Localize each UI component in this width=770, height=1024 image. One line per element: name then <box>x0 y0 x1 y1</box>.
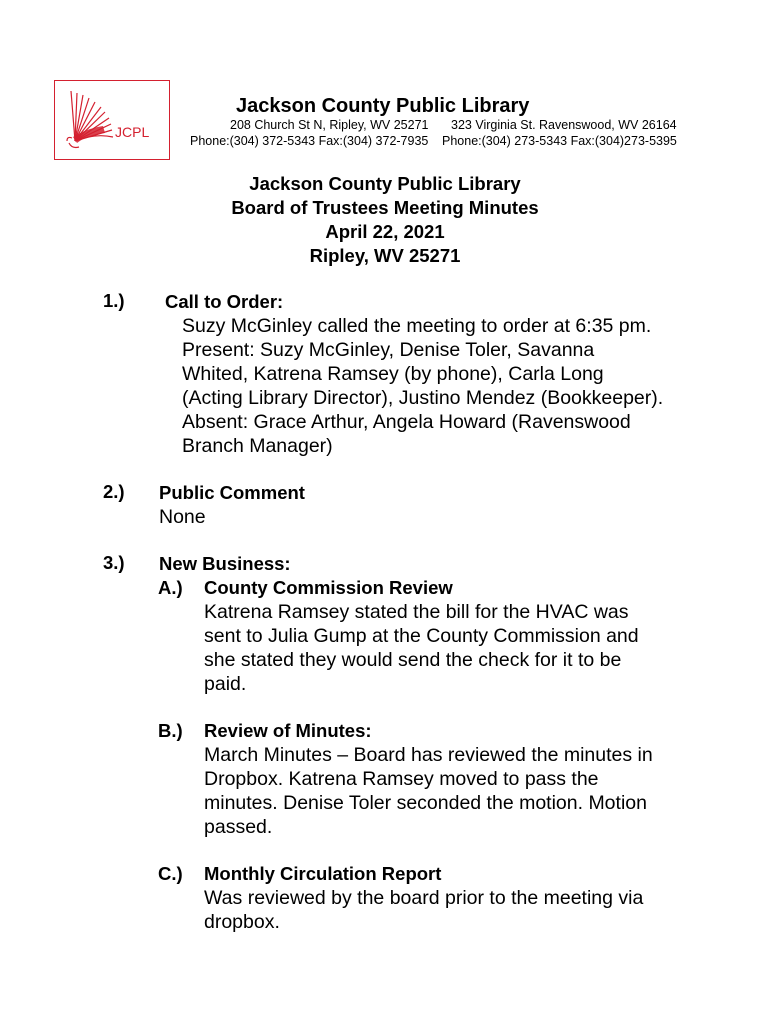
ripley-phone: Phone:(304) 372-5343 Fax:(304) 372-7935 <box>190 134 429 148</box>
circulation-report-heading: Monthly Circulation Report <box>204 863 442 884</box>
new-business-section <box>159 552 291 576</box>
county-commission-text: Katrena Ramsey stated the bill for the HVAC was sent to Julia Gump at the County Commission and she stated they would send the check for it to be paid. <box>204 601 639 695</box>
section-number-2: 2.) <box>103 481 125 502</box>
logo-text: JCPL <box>115 124 150 140</box>
document-title <box>0 172 770 268</box>
title-line-library: Jackson County Public Library <box>249 173 521 194</box>
ripley-branch-contact <box>190 117 428 149</box>
title-line-meeting: Board of Trustees Meeting Minutes <box>231 197 539 218</box>
jcpl-logo <box>54 80 170 160</box>
monthly-circulation-report <box>204 862 643 934</box>
public-comment-heading: Public Comment <box>159 482 305 503</box>
ravenswood-phone: Phone:(304) 273-5343 Fax:(304)273-5395 <box>442 134 677 148</box>
public-comment-text: None <box>159 506 206 528</box>
ravenswood-branch-contact <box>442 117 677 149</box>
title-line-date: April 22, 2021 <box>325 221 445 242</box>
ravenswood-address: 323 Virginia St. Ravenswood, WV 26164 <box>451 118 677 132</box>
section-number-1: 1.) <box>103 290 125 311</box>
county-commission-heading: County Commission Review <box>204 577 453 598</box>
section-number-3: 3.) <box>103 552 125 573</box>
call-to-order-heading: Call to Order: <box>165 291 284 312</box>
review-of-minutes <box>204 719 653 839</box>
review-of-minutes-heading: Review of Minutes: <box>204 720 372 741</box>
county-commission-review <box>204 576 639 696</box>
section-call-to-order-heading <box>165 290 283 314</box>
open-book-logo-icon <box>55 81 169 159</box>
ripley-address: 208 Church St N, Ripley, WV 25271 <box>230 118 429 132</box>
new-business-heading: New Business: <box>159 553 291 574</box>
review-of-minutes-text: March Minutes – Board has reviewed the minutes in Dropbox. Katrena Ramsey moved to pass the minutes. Denise Toler seconded the motion. Motion passed. <box>204 744 653 838</box>
title-line-location: Ripley, WV 25271 <box>309 245 461 266</box>
circulation-report-text: Was reviewed by the board prior to the meeting via dropbox. <box>204 887 644 933</box>
subitem-label-a: A.) <box>158 577 183 598</box>
library-name: Jackson County Public Library <box>236 95 530 117</box>
public-comment-section <box>159 481 305 529</box>
subitem-label-b: B.) <box>158 720 183 741</box>
call-to-order-text: Suzy McGinley called the meeting to order at 6:35 pm. Present: Suzy McGinley, Denise Toler, Savanna Whited, Katrena Ramsey (by phone), Carla Long (Acting Library Director), Justino Mendez (Bookkeeper). Absent: Grace Arthur, Angela Howard (Ravenswood Branch Manager) <box>182 315 664 457</box>
subitem-label-c: C.) <box>158 863 183 884</box>
